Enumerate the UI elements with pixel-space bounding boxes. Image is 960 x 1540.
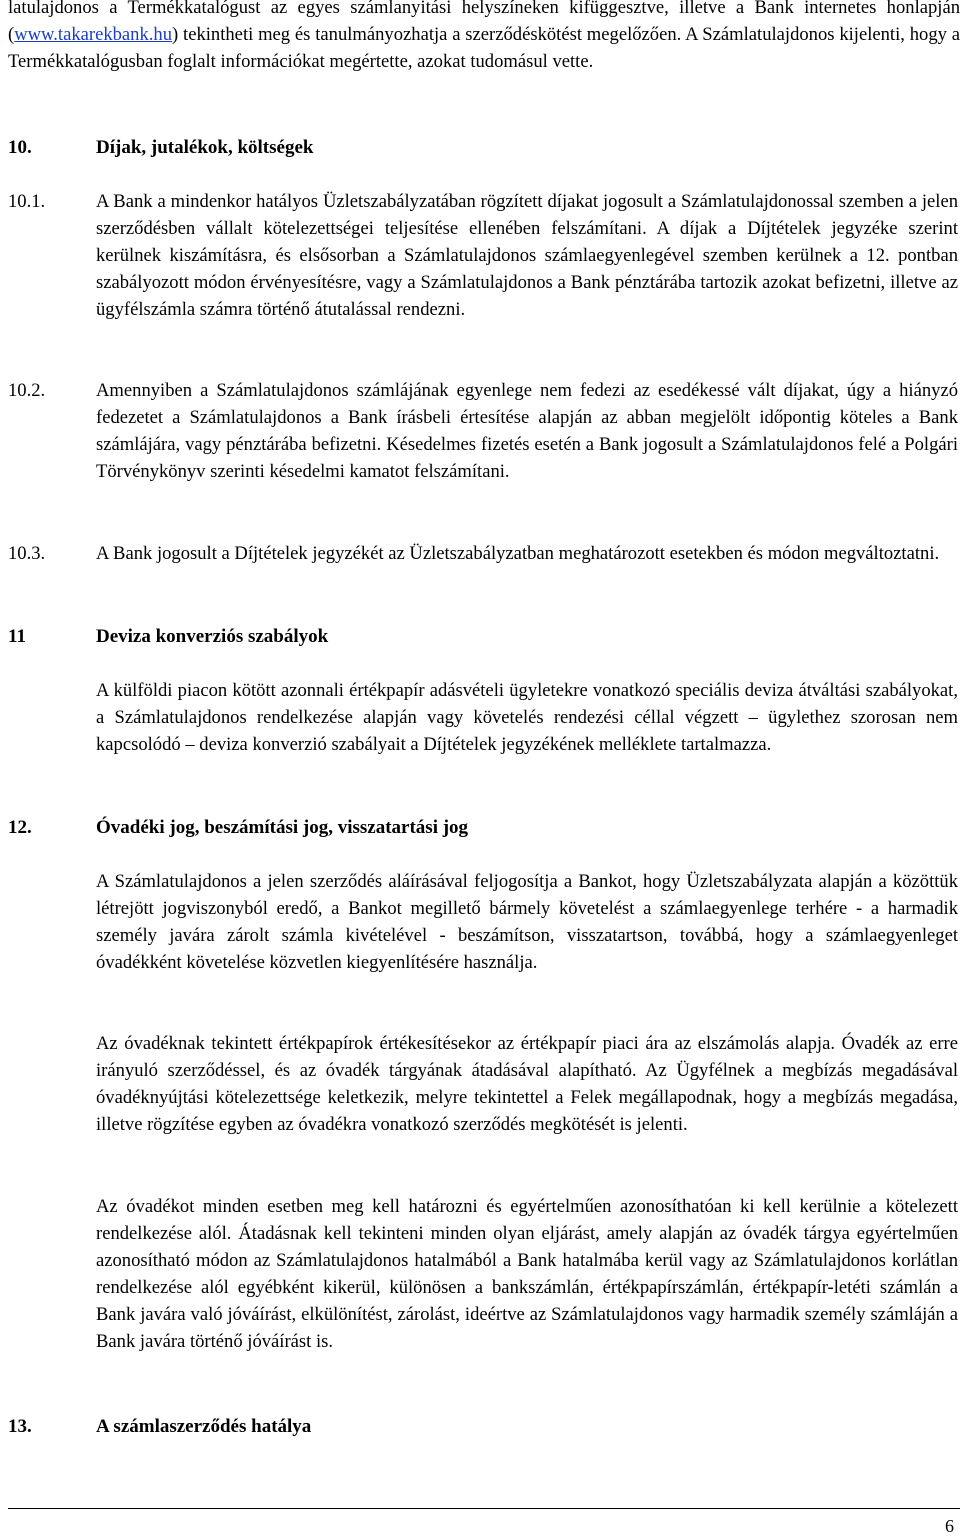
page-number: 6	[945, 1516, 954, 1536]
section-11-text: A külföldi piacon kötött azonnali értékpapír adásvételi ügyletekre vonatkozó speciális deviza átváltási szabályokat, a Számlatulajdonos rendelkezése alapján vagy követelés rendezési céllal végzett – ügylethez szorosan nem kapcsolódó – deviza konverzió szabályait a Díjtételek jegyzékének melléklete tartalmazza.	[96, 680, 958, 755]
section-12-paragraph-2: Az óvadéknak tekintett értékpapírok értékesítésekor az értékpapír piaci ára az elszámolás alapja. Óvadék az erre irányuló szerződéssel, és az óvadék tárgyának átadásával alapítható. Az Ügyfélnek a megbízás megadásával óvadéknyújtási kötelezettsége keletkezik, melyre tekintettel a Felek megállapodnak, hogy a megbízás megadása, illetve rögzítése egyben az óvadékra vonatkozó szerződés megkötését is jelenti.	[96, 1033, 958, 1135]
section-12-title: Óvadéki jog, beszámítási jog, visszatartási jog	[96, 817, 469, 838]
bank-website-link[interactable]: www.takarekbank.hu	[14, 24, 173, 45]
intro-text-part2: ) tekintheti meg és tanulmányozhatja a szerződéskötést megelőzően. A Számlatulajdonos kijelenti, hogy a Termékkatalógusban foglalt információkat megértette, azokat tudomásul vette.	[8, 24, 960, 72]
footer-divider	[8, 1508, 960, 1509]
section-13-number: 13.	[8, 1416, 32, 1437]
section-12-paragraph-1: A Számlatulajdonos a jelen szerződés aláírásával feljogosítja a Bankot, hogy Üzletszabályzata alapján a közöttük létrejött jogviszonyból eredő, a Bankot megillető bármely követelést a számlaegyenlege terhére - a harmadik személy javára zárolt számla kivételével - beszámítson, visszatartson, továbbá, hogy a számlaegyenleget óvadékként követelése közvetlen kiegyenlítésére használja.	[96, 871, 958, 973]
item-10-1-number: 10.1.	[8, 191, 46, 212]
intro-paragraph	[8, 0, 960, 75]
item-10-3-number: 10.3.	[8, 543, 46, 564]
item-10-1-text: A Bank a mindenkor hatályos Üzletszabályzatában rögzített díjakat jogosult a Számlatulajdonossal szemben a jelen szerződésben vállalt kötelezettségei teljesítése ellenében felszámítani. A díjak a Díjtételek jegyzéke szerint kerülnek kiszámításra, és elsősorban a Számlatulajdonos számlaegyenlegével szemben kerülnek a 12. pontban szabályozott módon érvényesítésre, vagy a Számlatulajdonos a Bank pénztárába tartozik azokat befizetni, illetve az ügyfélszámla számra történő átutalással rendezni.	[96, 191, 958, 320]
section-10-number: 10.	[8, 137, 32, 158]
section-11-title: Deviza konverziós szabályok	[96, 626, 329, 647]
section-13-title: A számlaszerződés hatálya	[96, 1416, 312, 1437]
section-11-number: 11	[8, 626, 26, 647]
item-10-2-text: Amennyiben a Számlatulajdonos számlájának egyenlege nem fedezi az esedékessé vált díjakat, úgy a hiányzó fedezetet a Számlatulajdonos a Bank írásbeli értesítése alapján az abban megjelölt időpontig köteles a Bank számlájára, vagy pénztárába befizetni. Késedelmes fizetés esetén a Bank jogosult a Számlatulajdonos felé a Polgári Törvénykönyv szerinti késedelmi kamatot felszámítani.	[96, 380, 958, 482]
item-10-3-text: A Bank jogosult a Díjtételek jegyzékét az Üzletszabályzatban meghatározott esetekben és módon megváltoztatni.	[96, 543, 940, 564]
section-12-paragraph-3: Az óvadékot minden esetben meg kell határozni és egyértelműen azonosíthatóan ki kell kerülnie a kötelezett rendelkezése alól. Átadásnak kell tekinteni minden olyan eljárást, amely alapján az óvadék tárgya egyértelműen azonosítható módon az Számlatulajdonos hatalmából a Bank hatalmába kerül vagy az Számlatulajdonos korlátlan rendelkezése alól egyébként kikerül, különösen a bankszámlán, értékpapírszámlán, értékpapír-letéti számlán a Bank javára való jóváírást, elkülönítést, zárolást, ideértve az Számlatulajdonos vagy harmadik személy számláján a Bank javára történő jóváírást is.	[96, 1196, 958, 1352]
intro-text-part1: latulajdonos a Termékkatalógust az egyes számlanyitási helyszíneken kifüggesztve, illetve a Bank internetes honlapján (	[8, 0, 960, 45]
section-12-number: 12.	[8, 817, 32, 838]
section-10-title: Díjak, jutalékok, költségek	[96, 137, 314, 158]
item-10-2-number: 10.2.	[8, 380, 46, 401]
